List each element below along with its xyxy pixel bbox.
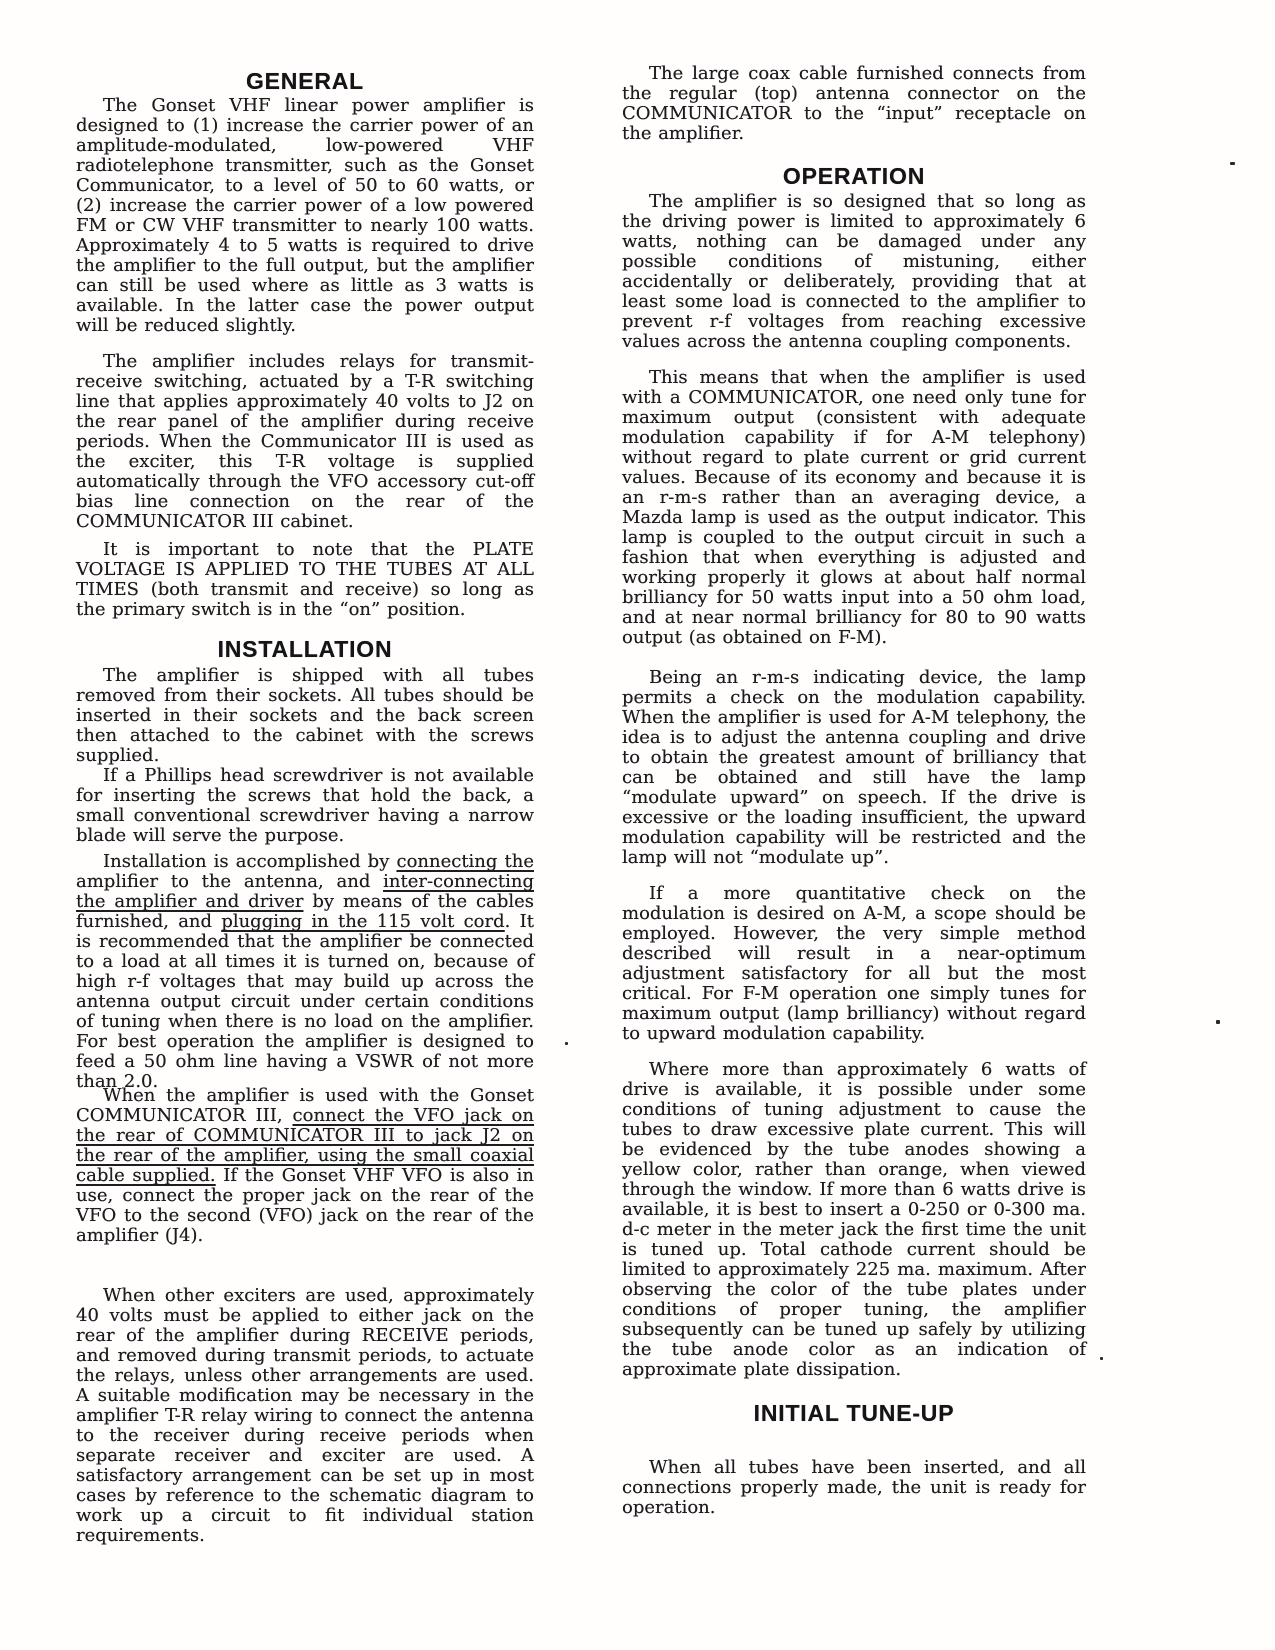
ink-speck	[565, 1042, 568, 1045]
body-paragraph	[76, 666, 534, 766]
body-paragraph	[76, 1086, 534, 1246]
text-run: This means that when the amplifier is used with a COMMUNICATOR, one need only tune for maximum output (consistent with adequate modulation capability if for A-M telephony) without regard to plate current or grid current values. Because of its economy and because it is an r-m-s rather than an averaging device, a Mazda lamp is used as the output indicator. This lamp is coupled to the output circuit in such a fashion that when everything is adjusted and working properly it glows at about half normal brilliancy for 50 watts input into a 50 ohm load, and at near normal brilliancy for 80 to 90 watts output (as obtained on F-M).	[622, 367, 1086, 648]
section-heading-installation: INSTALLATION	[217, 636, 393, 662]
text-run: If a more quantitative check on the modulation is desired on A-M, a scope should be employed. However, the very simple method described will result in a near-optimum adjustment satisfactory for all but the most critical. For F-M operation one simply tunes for maximum output (lamp brilliancy) without regard to upward modulation capability.	[622, 883, 1086, 1044]
hand-underline: inter-connecting the amplifier and driver	[76, 871, 534, 912]
body-paragraph	[622, 1458, 1086, 1518]
body-paragraph	[622, 884, 1086, 1044]
section-heading-operation: OPERATION	[782, 163, 926, 189]
body-paragraph	[76, 352, 534, 532]
text-run: Where more than approximately 6 watts of drive is available, it is possible under some conditions of tuning adjustment to cause the tubes to draw excessive plate current. This will be evidenced by the tube anodes showing a yellow color, rather than orange, when viewed through the window. If more than 6 watts drive is available, it is best to insert a 0-250 or 0-300 ma. d-c meter in the meter jack the first time the unit is tuned up. Total cathode current should be limited to approximately 225 ma. maximum. After observing the color of the tube plates under conditions of proper tuning, the amplifier subsequently can be tuned up safely by utilizing the tube anode color as an indication of approximate plate dissipation.	[622, 1059, 1086, 1380]
text-run: by means of the cables furnished, and	[76, 891, 534, 932]
text-run: When the amplifier is used with the Gonset COMMUNICATOR III,	[76, 1085, 534, 1126]
text-run: The amplifier is shipped with all tubes removed from their sockets. All tubes should be inserted in their sockets and the back screen then attached to the cabinet with the screws supplied.	[76, 665, 534, 766]
body-paragraph	[76, 852, 534, 1092]
ink-speck	[1100, 1357, 1103, 1360]
body-paragraph	[76, 540, 534, 620]
hand-underline: plugging in the 115 volt cord	[221, 911, 505, 932]
text-run: If a Phillips head screwdriver is not available for inserting the screws that hold the back, a small conventional screwdriver having a narrow blade will serve the purpose.	[76, 765, 534, 846]
ink-speck	[1216, 1020, 1220, 1024]
body-paragraph	[622, 1060, 1086, 1380]
body-paragraph	[622, 668, 1086, 868]
left-column	[76, 0, 534, 1650]
ink-speck	[1230, 162, 1235, 165]
body-paragraph	[622, 64, 1086, 144]
right-column	[622, 0, 1086, 1650]
hand-underline: connecting the	[396, 851, 534, 872]
text-run: The amplifier includes relays for transmit-receive switching, actuated by a T-R switching line that applies approximately 40 volts to J2 on the rear panel of the amplifier during receive periods. When the Communicator III is used as the exciter, this T-R voltage is supplied automatically through the VFO accessory cut-off bias line connection on the rear of the COMMUNICATOR III cabinet.	[76, 351, 534, 532]
text-run: It is important to note that the PLATE VOLTAGE IS APPLIED TO THE TUBES AT ALL TIMES (both transmit and receive) so long as the primary switch is in the “on” position.	[76, 539, 534, 620]
text-run: If the Gonset VHF VFO is also in use, connect the proper jack on the rear of the VFO to the second (VFO) jack on the rear of the amplifier (J4).	[76, 1165, 534, 1246]
hand-underline: connect the VFO jack on the rear of COMMUNICATOR III to jack J2 on the rear of the amplifier, using the small coaxial cable supplied.	[76, 1105, 534, 1186]
text-run: amplifier to the antenna, and	[76, 871, 384, 892]
body-paragraph	[622, 192, 1086, 352]
body-paragraph	[76, 1286, 534, 1546]
body-paragraph	[76, 766, 534, 846]
text-run: When all tubes have been inserted, and all connections properly made, the unit is ready for operation.	[622, 1457, 1086, 1518]
section-heading-initial-tune-up: INITIAL TUNE-UP	[753, 1400, 955, 1426]
text-run: The large coax cable furnished connects from the regular (top) antenna connector on the COMMUNICATOR to the “input” receptacle on the amplifier.	[622, 63, 1086, 144]
text-run: Being an r-m-s indicating device, the lamp permits a check on the modulation capability. When the amplifier is used for A-M telephony, the idea is to adjust the antenna coupling and drive to obtain the greatest amount of brilliancy that can be obtained and still have the lamp “modulate upward” on speech. If the drive is excessive or the loading insufficient, the upward modulation capability will be restricted and the lamp will not “modulate up”.	[622, 667, 1086, 868]
text-run: The Gonset VHF linear power amplifier is designed to (1) increase the carrier power of an amplitude-modulated, low-powered VHF radiotelephone transmitter, such as the Gonset Communicator, to a level of 50 to 60 watts, or (2) increase the carrier power of a low powered FM or CW VHF transmitter to nearly 100 watts. Approximately 4 to 5 watts is required to drive the amplifier to the full output, but the amplifier can still be used where as little as 3 watts is available. In the latter case the power output will be reduced slightly.	[76, 95, 534, 336]
section-heading-general: GENERAL	[245, 68, 365, 94]
body-paragraph	[76, 96, 534, 336]
text-run: Installation is accomplished by	[103, 851, 397, 872]
body-paragraph	[622, 368, 1086, 648]
text-run: The amplifier is so designed that so long as the driving power is limited to approximately 6 watts, nothing can be damaged under any possible conditions of mistuning, either accidentally or deliberately, providing that at least some load is connected to the amplifier to prevent r-f voltages from reaching excessive values across the antenna coupling components.	[622, 191, 1086, 352]
text-run: . It is recommended that the amplifier be connected to a load at all times it is turned on, because of high r-f voltages that may build up across the antenna output circuit under certain conditions of tuning when there is no load on the amplifier. For best operation the amplifier is designed to feed a 50 ohm line having a VSWR of not more than 2.0.	[76, 911, 534, 1092]
text-run: When other exciters are used, approximately 40 volts must be applied to either jack on the rear of the amplifier during RECEIVE periods, and removed during transmit periods, to actuate the relays, unless other arrangements are used. A suitable modification may be necessary in the amplifier T-R relay wiring to connect the antenna to the receiver during receive periods when separate receiver and exciter are used. A satisfactory arrangement can be set up in most cases by reference to the schematic diagram to work up a circuit to fit individual station requirements.	[76, 1285, 534, 1546]
